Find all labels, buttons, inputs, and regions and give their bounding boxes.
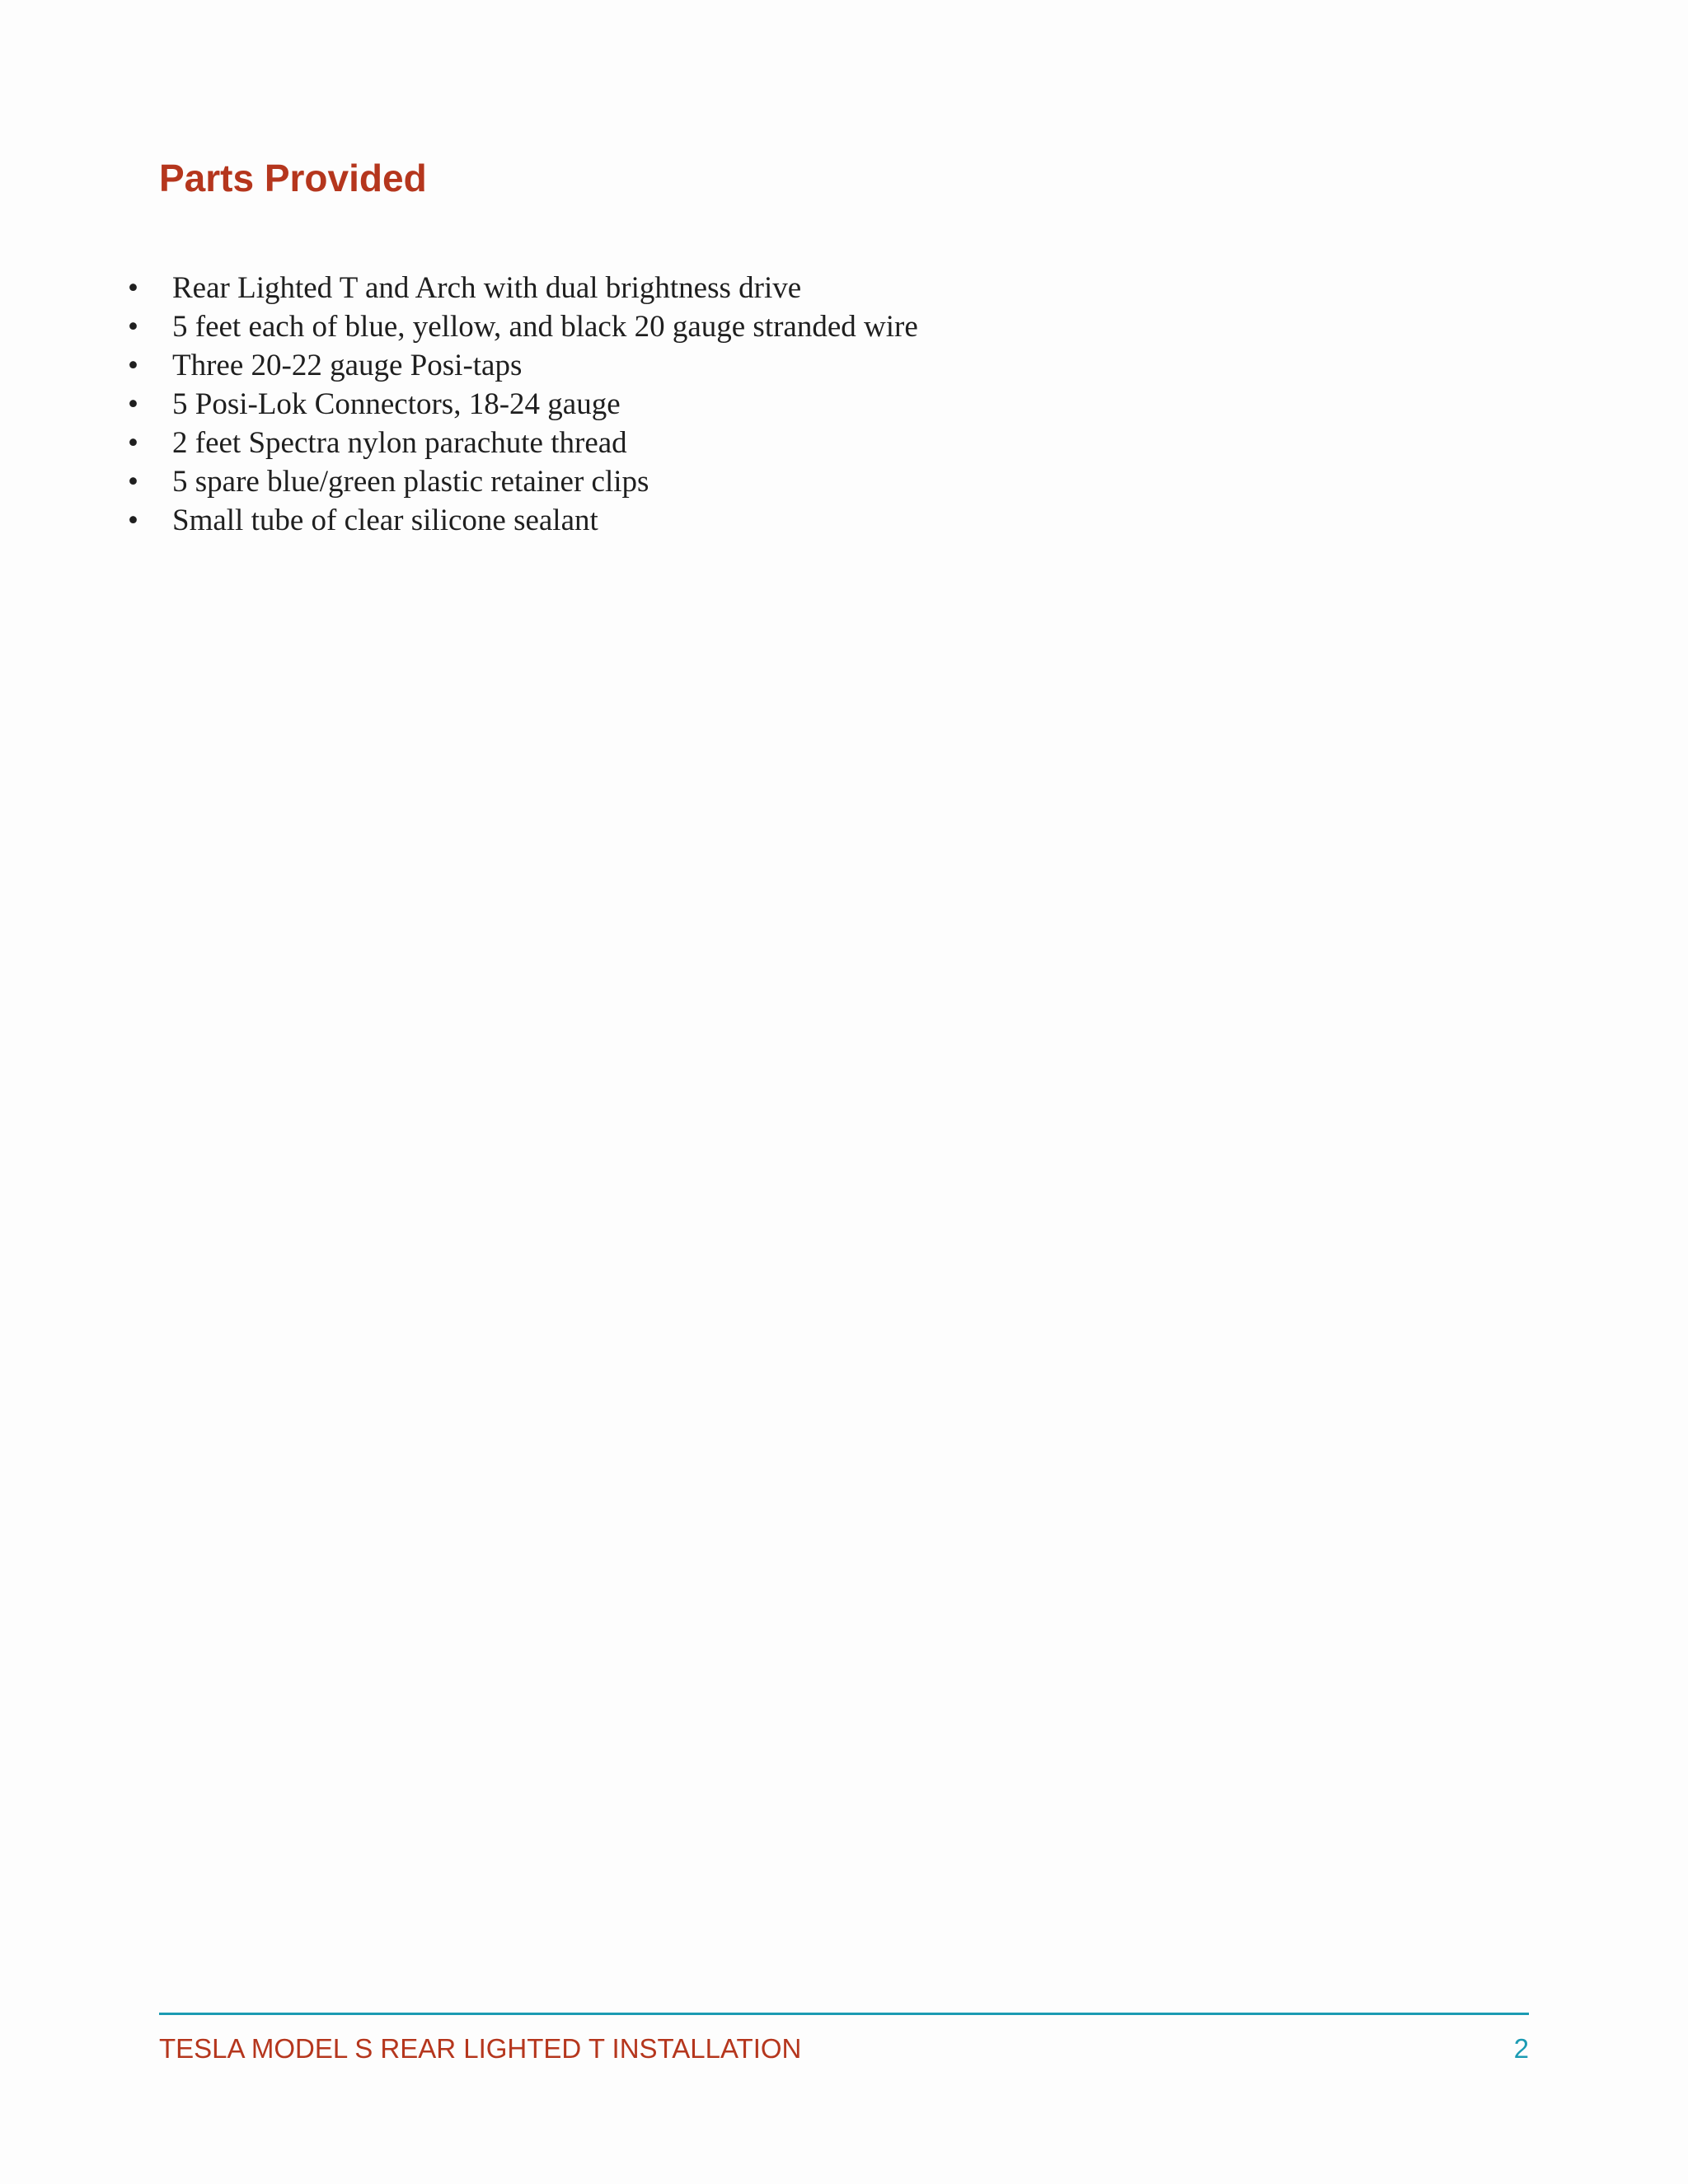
list-item-text: 5 feet each of blue, yellow, and black 20 gauge stranded wire [172,310,918,344]
footer-title: TESLA MODEL S REAR LIGHTED T INSTALLATION [159,2033,802,2064]
list-item [0,501,1484,540]
bullet: • [128,465,138,499]
bullet: • [128,271,138,305]
section-heading: Parts Provided [159,157,427,199]
list-item [0,346,1484,385]
bullet: • [128,310,138,344]
list-item-text: 2 feet Spectra nylon parachute thread [172,426,627,460]
list-item [0,424,1484,462]
list-item [0,462,1484,501]
list-item-text: 5 Posi-Lok Connectors, 18-24 gauge [172,387,621,421]
list-item [0,269,1484,307]
list-item-text: Rear Lighted T and Arch with dual brightness drive [172,271,802,305]
page-number: 2 [1513,2033,1529,2064]
list-item [0,385,1484,424]
list-item-text: Small tube of clear silicone sealant [172,504,598,537]
bullet: • [128,426,138,460]
bullet: • [128,349,138,382]
list-item-text: 5 spare blue/green plastic retainer clips [172,465,649,499]
list-item-text: Three 20-22 gauge Posi-taps [172,349,523,382]
list-item [0,307,1484,346]
bullet: • [128,387,138,421]
footer-divider [159,2013,1529,2015]
parts-list [0,269,1484,540]
bullet: • [128,504,138,537]
